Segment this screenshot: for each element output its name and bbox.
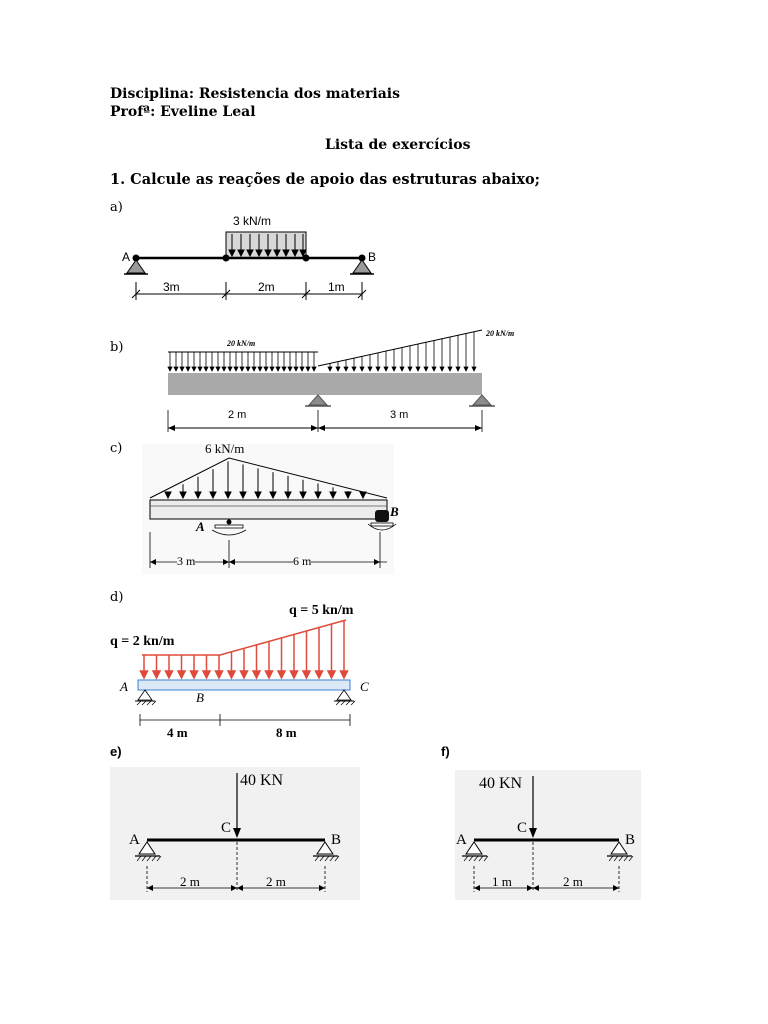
point-f-b: B xyxy=(625,832,636,848)
point-f-c: C xyxy=(517,820,528,836)
force-label-f: 40 KN xyxy=(479,775,523,792)
point-e-a: A xyxy=(129,832,140,848)
dim-d-2: 8 m xyxy=(276,725,297,740)
dim-f-1: 1 m xyxy=(492,874,512,889)
point-d-b: B xyxy=(196,690,204,705)
dim-b-2: 3 m xyxy=(390,409,409,421)
force-label-e: 40 KN xyxy=(240,772,284,789)
support-c-b-label: B xyxy=(390,504,399,519)
dim-a-2: 2m xyxy=(258,280,275,294)
point-d-a: A xyxy=(120,679,128,694)
dim-d-1: 4 m xyxy=(167,725,188,740)
item-label-f: f) xyxy=(441,744,450,759)
support-a-label: A xyxy=(122,250,131,264)
load-label-b-triangle: 20 kN/m xyxy=(486,329,515,338)
professor-line: Profª: Eveline Leal xyxy=(110,104,256,120)
item-label-b: b) xyxy=(110,340,124,355)
item-label-d: d) xyxy=(110,590,124,605)
discipline-line: Disciplina: Resistencia dos materiais xyxy=(110,86,400,102)
point-d-c: C xyxy=(360,679,369,694)
load-label-c: 6 kN/m xyxy=(205,441,245,456)
point-f-a: A xyxy=(456,832,467,848)
dim-a-3: 1m xyxy=(328,280,345,294)
item-label-c: c) xyxy=(110,441,123,456)
load-label-b-uniform: 20 kN/m xyxy=(227,339,256,348)
dim-f-2: 2 m xyxy=(563,874,583,889)
list-title: Lista de exercícios xyxy=(325,137,471,153)
support-b-label: B xyxy=(368,250,377,264)
question-1: 1. Calcule as reações de apoio das estruturas abaixo; xyxy=(110,171,541,188)
dim-b-1: 2 m xyxy=(228,409,247,421)
point-e-c: C xyxy=(221,820,232,836)
item-label-a: a) xyxy=(110,200,123,215)
dim-c-2: 6 m xyxy=(293,554,312,568)
support-c-a-label: A xyxy=(196,519,205,534)
load-label-d-max: q = 5 kn/m xyxy=(289,603,354,618)
dim-c-1: 3 m xyxy=(177,554,196,568)
item-label-e: e) xyxy=(110,744,122,759)
load-label-d-min: q = 2 kn/m xyxy=(110,634,175,649)
point-e-b: B xyxy=(331,832,342,848)
load-label-a: 3 kN/m xyxy=(233,214,272,228)
dim-a-1: 3m xyxy=(163,280,180,294)
dim-e-2: 2 m xyxy=(266,874,286,889)
dim-e-1: 2 m xyxy=(180,874,200,889)
